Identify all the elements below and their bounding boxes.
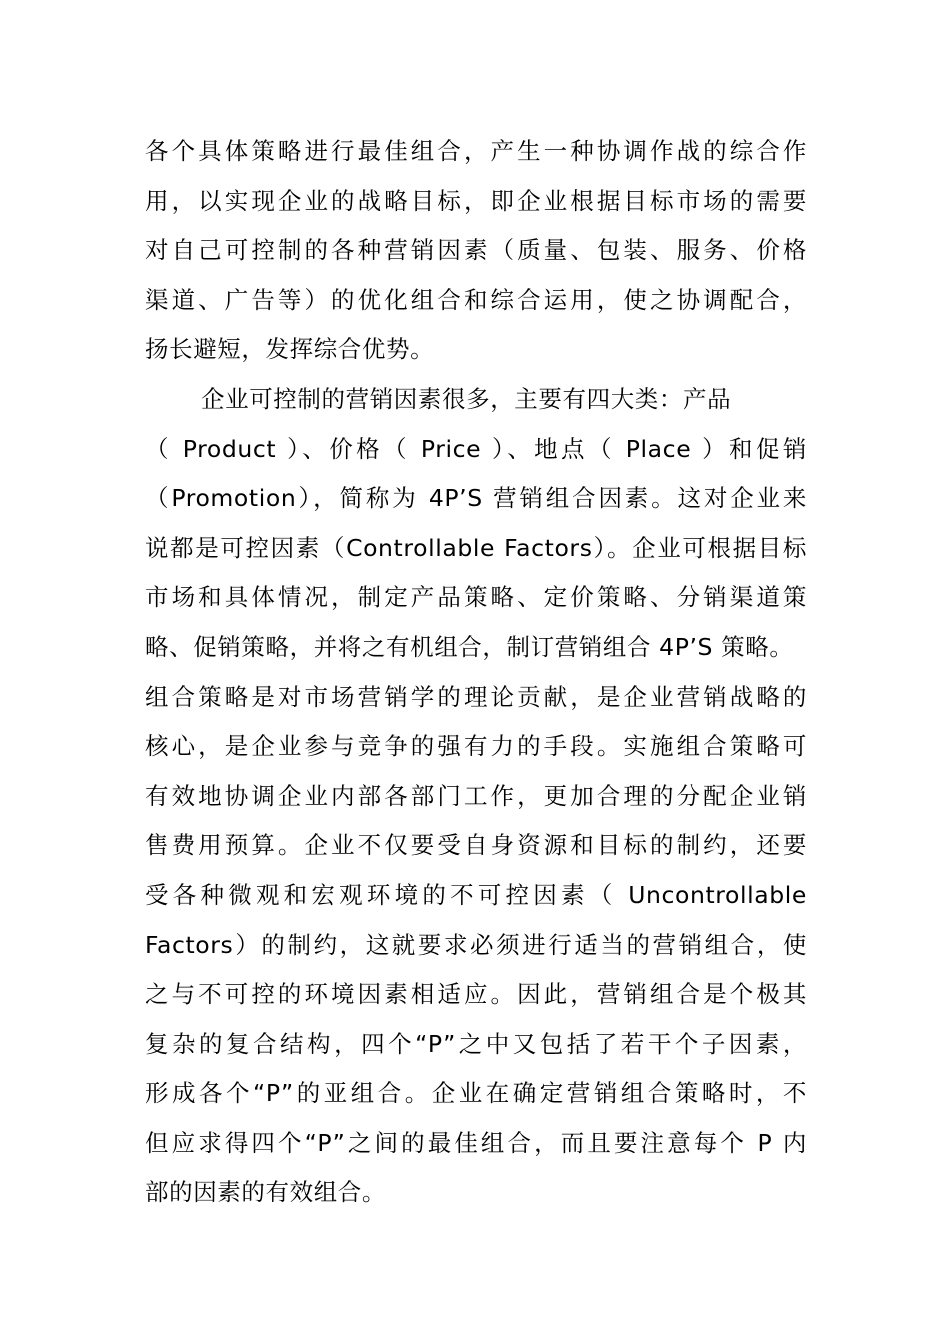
text-line: 核心，是企业参与竞争的强有力的手段。实施组合策略可 <box>145 732 807 761</box>
text-line: 对自己可控制的各种营销因素（质量、包装、服务、价格 <box>145 236 807 265</box>
text-line: 部的因素的有效组合。 <box>145 1178 386 1207</box>
text-line: 市场和具体情况，制定产品策略、定价策略、分销渠道策 <box>145 583 807 612</box>
text-line: 渠道、广告等）的优化组合和综合运用，使之协调配合， <box>145 285 807 314</box>
text-line: Factors）的制约，这就要求必须进行适当的营销组合，使 <box>145 930 807 959</box>
text-line: 扬长避短，发挥综合优势。 <box>145 335 435 364</box>
paragraph-first-line: 企业可控制的营销因素很多，主要有四大类：产品 <box>201 384 732 413</box>
text-line: 略、促销策略，并将之有机组合，制订营销组合 4P’S 策略。 <box>145 632 794 661</box>
text-line: 用，以实现企业的战略目标，即企业根据目标市场的需要 <box>145 186 807 215</box>
text-line: （Promotion），简称为 4P’S 营销组合因素。这对企业来 <box>145 484 807 513</box>
text-line: 组合策略是对市场营销学的理论贡献，是企业营销战略的 <box>145 682 807 711</box>
text-line: 但应求得四个“P”之间的最佳组合，而且要注意每个 P 内 <box>145 1128 807 1157</box>
text-line: 售费用预算。企业不仅要受自身资源和目标的制约，还要 <box>145 831 807 860</box>
text-line: 各个具体策略进行最佳组合，产生一种协调作战的综合作 <box>145 137 807 165</box>
text-line: 复杂的复合结构，四个“P”之中又包括了若干个子因素， <box>145 1029 807 1058</box>
text-line: 有效地协调企业内部各部门工作，更加合理的分配企业销 <box>145 781 807 810</box>
text-line: （ Product ）、价格（ Price ）、地点（ Place ）和促销 <box>145 434 807 463</box>
text-line: 形成各个“P”的亚组合。企业在确定营销组合策略时，不 <box>145 1079 807 1108</box>
text-line: 之与不可控的环境因素相适应。因此，营销组合是个极其 <box>145 980 807 1009</box>
text-line: 说都是可控因素（Controllable Factors）。企业可根据目标 <box>145 533 807 562</box>
text-line: 受各种微观和宏观环境的不可控因素（ Uncontrollable <box>145 880 807 909</box>
body-text <box>145 127 845 1218</box>
